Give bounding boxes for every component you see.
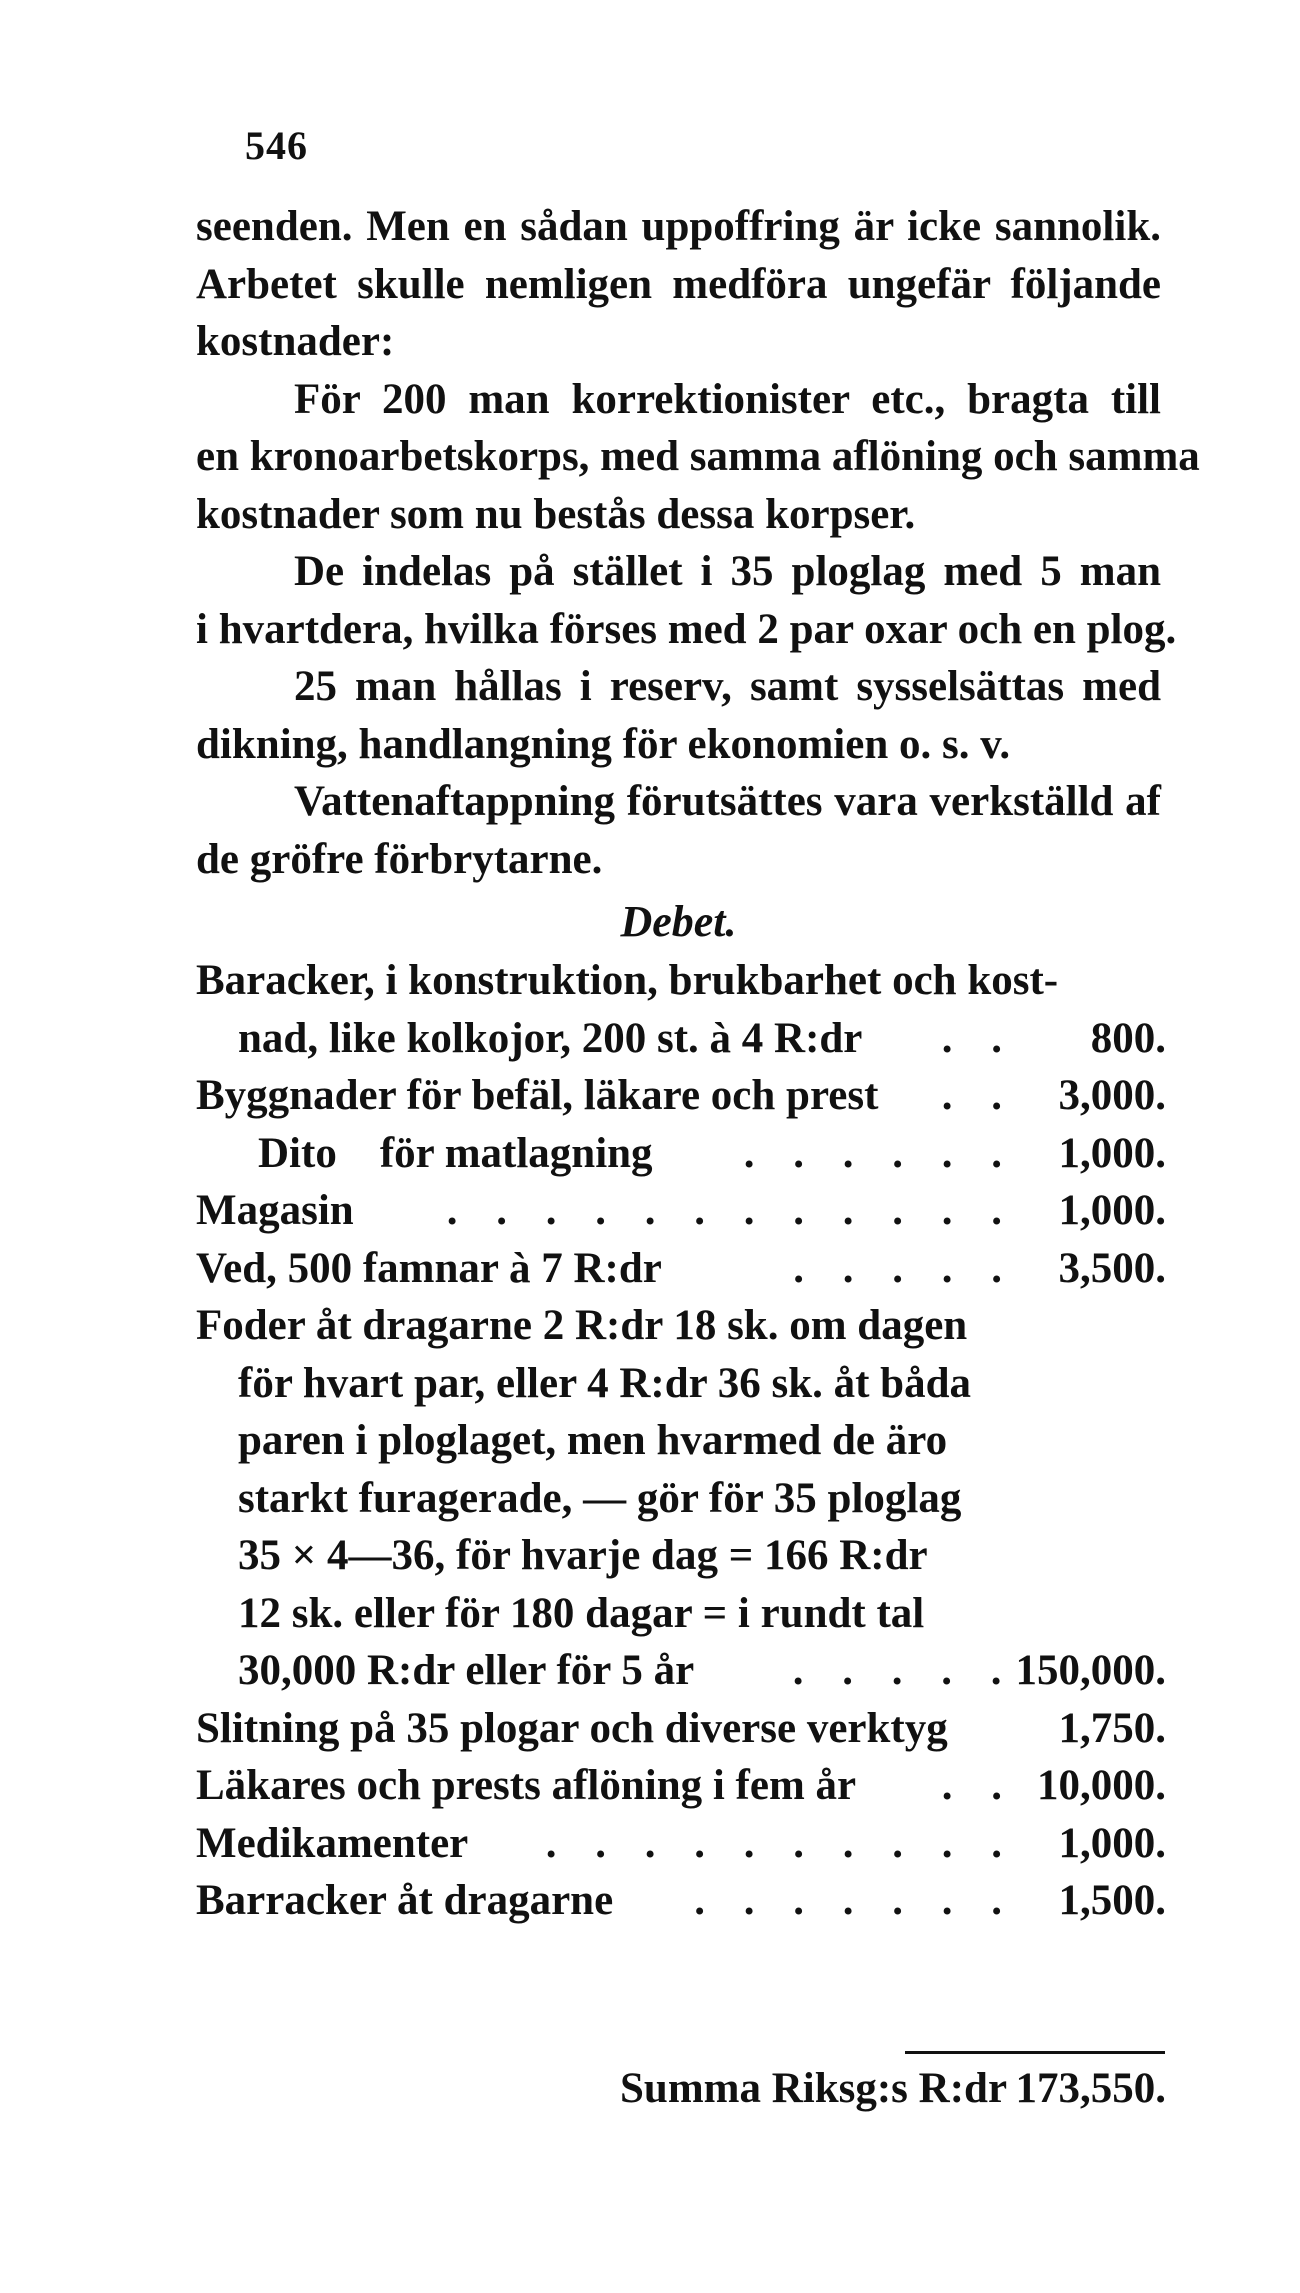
ledger-row xyxy=(196,1700,1166,1758)
ledger-row xyxy=(196,1527,1166,1585)
text-line: 25 man hållas i reserv, samt sysselsättas med xyxy=(294,663,1161,710)
ledger-description: 12 sk. eller för 180 dagar = i rundt tal xyxy=(238,1589,925,1637)
ledger-row xyxy=(196,1355,1166,1413)
leader-dots: . . xyxy=(941,1762,1016,1809)
text-line: De indelas på stället i 35 ploglag med 5 man xyxy=(294,548,1161,595)
ledger-description: Barracker åt dragarne xyxy=(196,1877,614,1924)
text-line: i hvartdera, hvilka förses med 2 par oxar och en plog. xyxy=(196,605,1177,653)
text-line: dikning, handlangning för ekonomien o. s. v. xyxy=(196,720,1011,768)
ledger-description: Foder åt dragarne 2 R:dr 18 sk. om dagen xyxy=(196,1302,968,1349)
ledger-description: nad, like kolkojor, 200 st. à 4 R:dr xyxy=(238,1014,863,1062)
ledger-description: paren i ploglaget, men hvarmed de äro xyxy=(238,1417,948,1464)
text-line: För 200 man korrektionister etc., bragta till xyxy=(294,375,1161,423)
ledger-row xyxy=(196,1412,1166,1470)
ledger-row xyxy=(196,952,1166,1010)
text-line: en kronoarbetskorps, med samma aflöning och samma xyxy=(196,433,1200,480)
ledger-row xyxy=(196,1182,1166,1240)
page-number: 546 xyxy=(245,123,308,168)
ledger-description: starkt furagerade, — gör för 35 ploglag xyxy=(238,1474,962,1522)
text-line: Vattenaftappning förutsättes vara verkställd af xyxy=(294,778,1161,825)
ledger-description: Baracker, i konstruktion, brukbarhet och kost- xyxy=(196,957,1059,1004)
ledger-amount: 1,000. xyxy=(1058,1187,1166,1234)
ledger-row xyxy=(196,1010,1166,1068)
text-line: kostnader: xyxy=(196,318,395,365)
ledger-row xyxy=(196,1297,1166,1355)
ledger-row xyxy=(196,1240,1166,1298)
ledger-amount: 1,000. xyxy=(1058,1129,1166,1177)
ledger-description: 35 × 4—36, för hvarje dag = 166 R:dr xyxy=(238,1532,928,1579)
ledger-description: 30,000 R:dr eller för 5 år xyxy=(238,1647,695,1694)
ledger-description: Magasin xyxy=(196,1187,354,1234)
ledger-amount: 1,750. xyxy=(1058,1704,1166,1752)
text-line: seenden. Men en sådan uppoffring är icke sannolik. xyxy=(196,203,1161,250)
ledger-amount: 800. xyxy=(1090,1014,1166,1062)
body-text xyxy=(196,198,1200,953)
ledger-row xyxy=(196,1642,1166,1700)
ledger-description: Byggnader för befäl, läkare och prest xyxy=(196,1072,879,1119)
total-rule xyxy=(905,2051,1165,2054)
leader-dots: . . . . . . . xyxy=(694,1877,1016,1924)
ledger-row xyxy=(196,1470,1166,1528)
ledger-description: för hvart par, eller 4 R:dr 36 sk. åt båda xyxy=(238,1359,972,1407)
ledger-row xyxy=(196,1815,1166,1873)
leader-dots: . . . . . . xyxy=(743,1129,1016,1177)
ledger-description: Dito för matlagning xyxy=(258,1129,653,1177)
ledger-description: Läkares och prests aflöning i fem år xyxy=(196,1762,857,1809)
ledger-amount: 1,000. xyxy=(1058,1819,1166,1867)
text-line: Arbetet skulle nemligen medföra ungefär följande xyxy=(196,260,1161,308)
ledger-row xyxy=(196,1872,1166,1930)
leader-dots: . . xyxy=(941,1014,1016,1062)
ledger-amount: 3,000. xyxy=(1058,1072,1166,1119)
ledger-amount: 1,500. xyxy=(1058,1877,1166,1924)
leader-dots: . . . . . . . . . . . . xyxy=(446,1187,1016,1234)
leader-dots: . . . . . xyxy=(792,1647,1016,1694)
leader-dots: . . . . . . . . . . xyxy=(545,1819,1016,1867)
leader-dots: . . . . . xyxy=(793,1244,1016,1292)
text-line: de gröfre förbrytarne. xyxy=(196,835,603,883)
ledger-amount: 3,500. xyxy=(1058,1244,1166,1292)
ledger-description: Medikamenter xyxy=(196,1819,469,1867)
ledger-description: Slitning på 35 plogar och diverse verktyg xyxy=(196,1704,948,1752)
ledger-row xyxy=(196,1757,1166,1815)
debet-ledger xyxy=(196,952,1166,1930)
ledger-row xyxy=(196,1067,1166,1125)
total-label: Summa Riksg:s R:dr xyxy=(620,2065,1008,2112)
ledger-description: Ved, 500 famnar à 7 R:dr xyxy=(196,1244,662,1292)
total-row xyxy=(620,2060,1166,2118)
ledger-amount: 150,000. xyxy=(1015,1647,1166,1694)
total-amount: 173,550. xyxy=(1015,2065,1166,2112)
ledger-row xyxy=(196,1585,1166,1643)
section-heading: Debet. xyxy=(620,897,737,946)
ledger-row xyxy=(196,1125,1166,1183)
text-line: kostnader som nu bestås dessa korpser. xyxy=(196,490,916,538)
ledger-amount: 10,000. xyxy=(1037,1762,1166,1809)
leader-dots: . . xyxy=(941,1072,1016,1119)
